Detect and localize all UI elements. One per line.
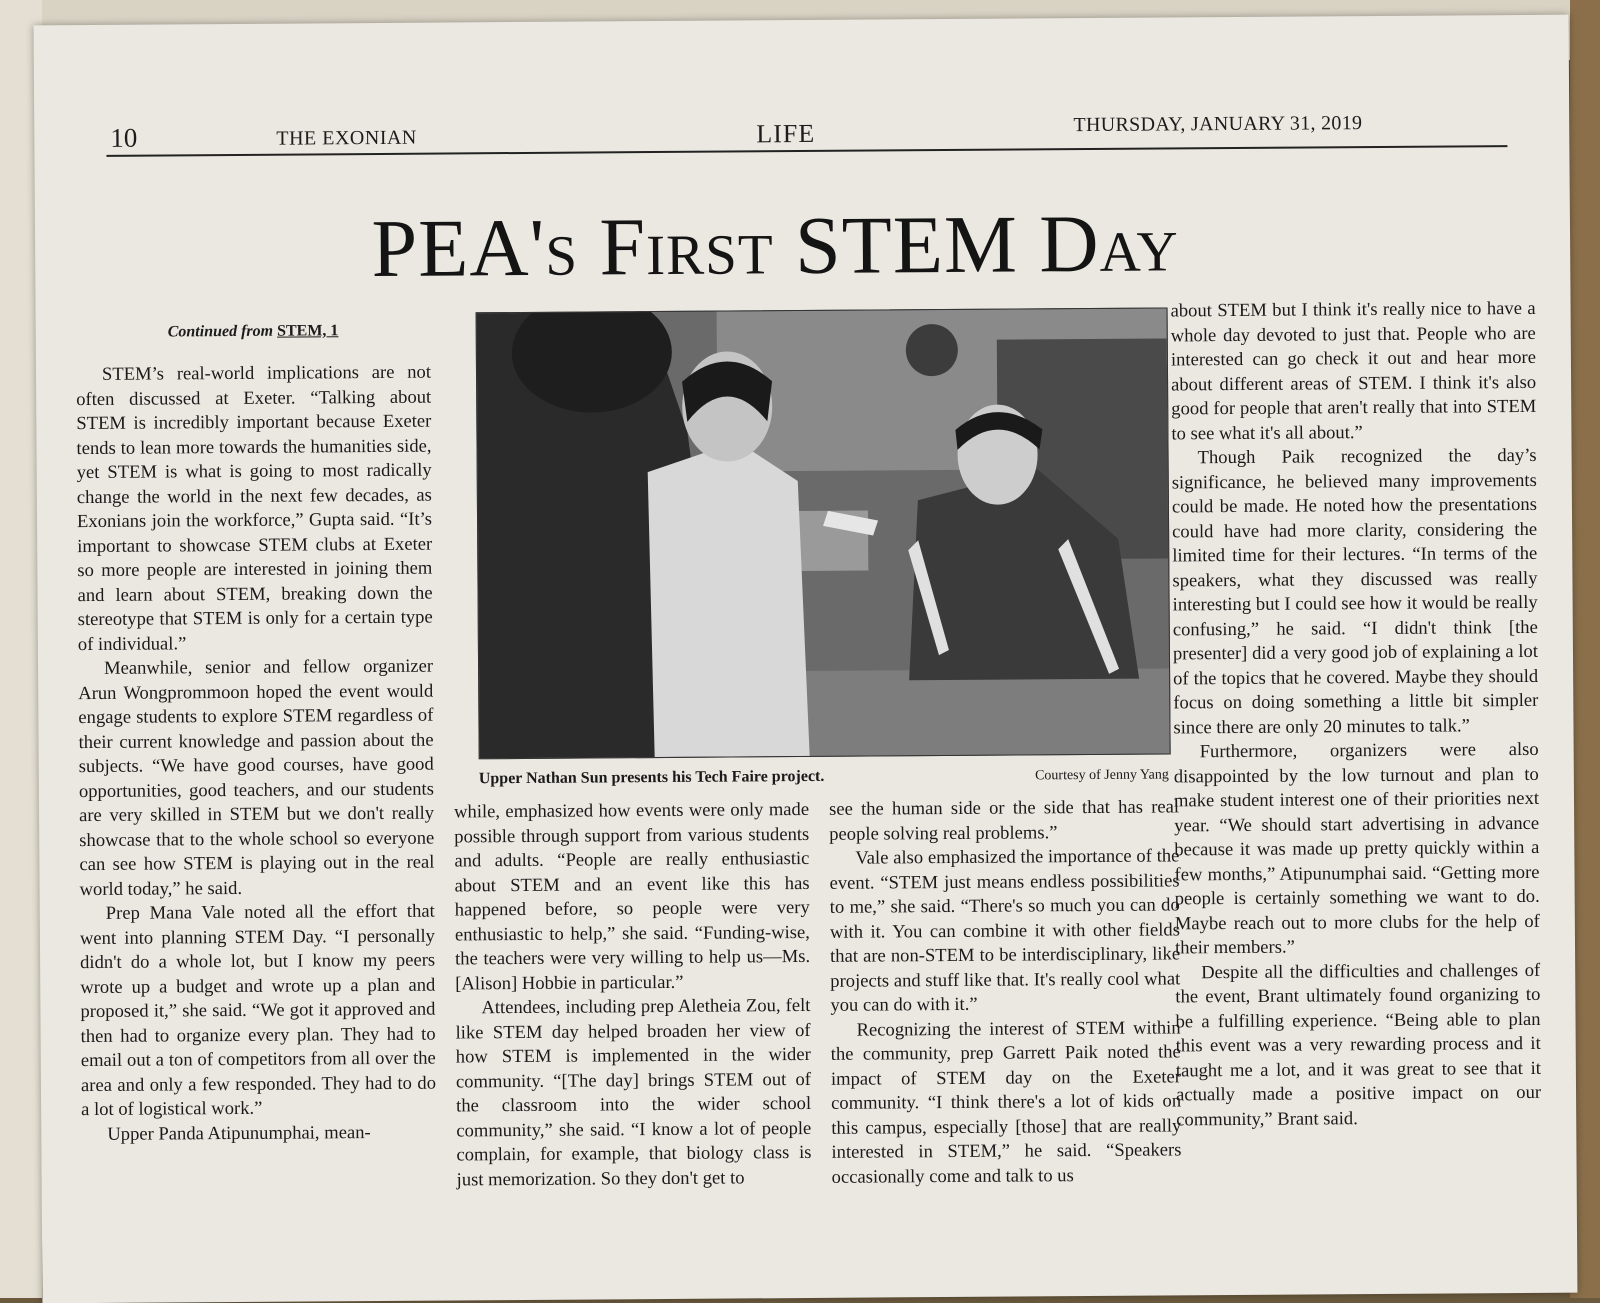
paragraph: about STEM but I think it's really nice to have a whole day devoted to just that. People who are interested can go check it out and hear more about different areas of STEM. I think it's also good for people that aren't really that into STEM to see what it's all about.” — [1170, 297, 1537, 444]
photo-illustration — [477, 308, 1170, 758]
paragraph: Upper Panda Atipunumphai, mean- — [107, 1121, 371, 1145]
paragraph: Attendees, including prep Aletheia Zou, felt like STEM day helped broaden her view of how STEM is implemented in the wider community. “[The day] brings STEM out of the classroom into the wider school community,” she said. “I know a lot of people complain, for example, that biology class is just memorization. So they don't get to — [455, 994, 812, 1190]
continued-ref: STEM, 1 — [276, 322, 339, 340]
article-column-3 — [829, 795, 1182, 1189]
paragraph: Though Paik recognized the day’s significance, he believed many improvements could be made. He noted how the presentations could have had more clarity, considering the limited time for their lectures. “In terms of the speakers, what they discussed was really interesting but I could see how it would be really confusing,” he said. “I didn't think [the presenter] did a very good job of explaining a lot of the topics that he covered. Maybe they should focus on doing something a little bit simpler since there are only 20 minutes to talk.” — [1171, 444, 1539, 738]
photo-credit: Courtesy of Jenny Yang — [1034, 767, 1169, 784]
continued-prefix: Continued from — [167, 322, 274, 341]
article-photo — [476, 307, 1171, 759]
paragraph: STEM’s real-world implications are not often discussed at Exeter. “Talking about STEM is incredibly important because Exeter tends to lean more towards the humanities side, yet STEM is what is going to most radically change the world in the next few decades, as Exonians join the workforce,” Gupta said. “It’s important to showcase STEM clubs at Exeter so more people are interested in joining them and learn about STEM, breaking down the stereotype that STEM is only for a certain type of individual.” — [76, 361, 433, 655]
photo-caption — [479, 765, 1169, 792]
headline: PEA's First STEM Day — [371, 197, 1179, 295]
paragraph: see the human side or the side that has real people solving real problems.” — [828, 796, 1180, 845]
paragraph: Meanwhile, senior and fellow organizer Arun Wongprommoon hoped the event would engage students to explore STEM regardless of their current knowledge and passion about the subjects. “We have good courses, have good opportunities, good teachers, and our students are very skilled in STEM but we don't really showcase that to the whole school so everyone can see how STEM is playing out in the real world today,” he said. — [78, 655, 435, 900]
article-column-4 — [1170, 297, 1541, 1133]
section-name: LIFE — [756, 118, 816, 149]
paragraph: Despite all the difficulties and challenges of the event, Brant ultimately found organizing to be a fulfilling experience. “Being able to plan this event was a very rewarding process and it taught me a lot, and it was great to see that it actually made a positive impact on our community,” Brant said. — [1175, 959, 1542, 1130]
paragraph: Vale also emphasized the importance of the event. “STEM just means endless possibilities to me,” she said. “There's so much you can do with it. You can combine it with other fields that are non-STEM to be interdisciplinary, like projects and stuff like that. It's really cool what you can do with it.” — [829, 845, 1181, 1016]
paragraph: Furthermore, organizers were also disappointed by the low turnout and plan to make student interest one of their priorities next year. “We should start advertising in advance because it was made up pretty quickly within a few months,” Atipunumphai said. “Getting more people is certainly something we want to do. Maybe reach out to more clubs for the help of their members.” — [1173, 738, 1540, 959]
folio-bar — [106, 111, 1507, 157]
paragraph: Recognizing the interest of STEM within the community, prep Garrett Paik noted the impact of STEM day on the Exeter community. “I think there's a lot of kids on this campus, especially [those] that are really interested in STEM,” he said. “Speakers occasionally come and talk to us — [830, 1016, 1182, 1188]
page-number: 10 — [110, 122, 138, 153]
continued-from — [168, 321, 508, 341]
paragraph: Prep Mana Vale noted all the effort that went into planning STEM Day. “I personally didn't do a whole lot, but I know my peers wrote up a budget and wrote up a plan and proposed it,” she said. “We got it approved and then had to organize every plan. They had to email out a ton of competitors from all over the area and only a few responded. They had to do a lot of logistical work.” — [79, 900, 437, 1121]
article-column-2 — [454, 798, 812, 1192]
paper-name: THE EXONIAN — [276, 126, 417, 150]
article-column-1 — [76, 361, 436, 1147]
caption-text: Upper Nathan Sun presents his Tech Faire project. — [478, 767, 825, 788]
newspaper-page — [34, 15, 1578, 1303]
issue-date: THURSDAY, JANUARY 31, 2019 — [1073, 112, 1363, 137]
paragraph: while, emphasized how events were only made possible through support from various students and adults. “People are really enthusiastic about STEM and an event like this has happened before, so people were very enthusiastic to help,” she said. “Funding-wise, the teachers were very willing to help us—Ms. [Alison] Hobbie in particular.” — [453, 798, 811, 994]
